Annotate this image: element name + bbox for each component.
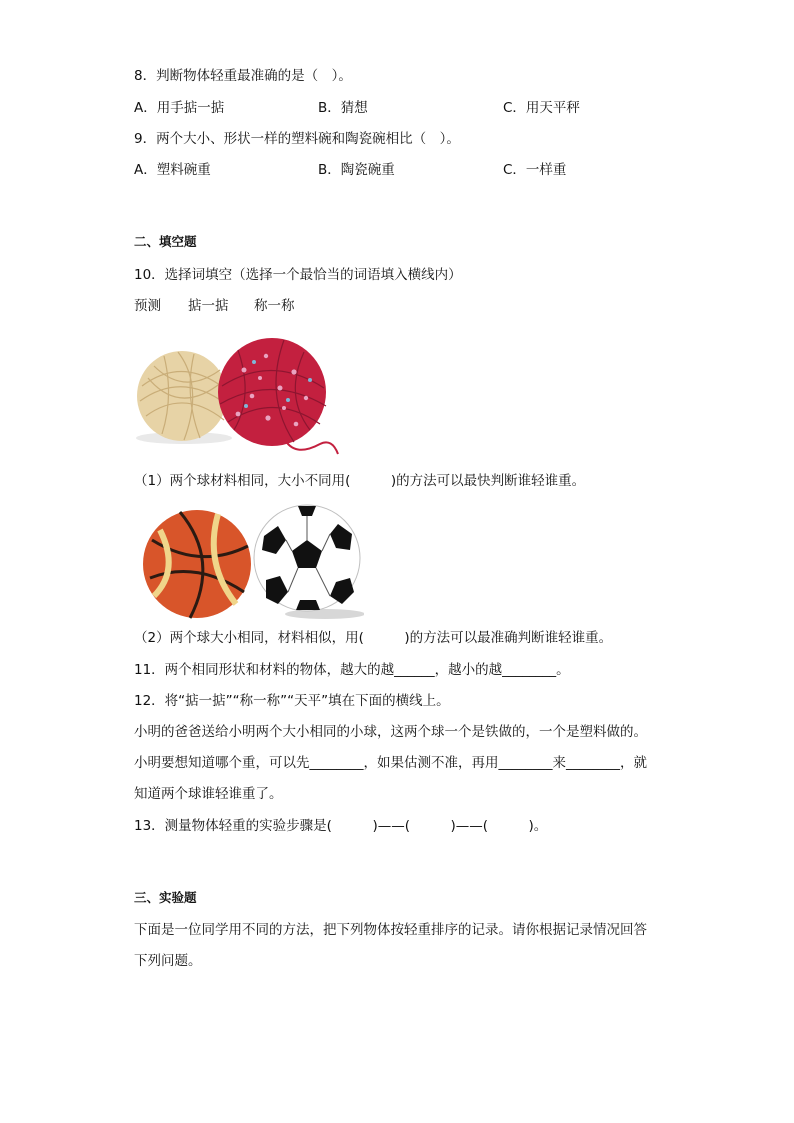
q9-option-a[interactable]: A．塑料碗重: [134, 162, 211, 178]
q10-word-3: 称一称: [254, 298, 295, 314]
q10-sub2: （2）两个球大小相同，材料相似，用( )的方法可以最准确判断谁轻谁重。: [134, 630, 613, 646]
q10-sub1: （1）两个球材料相同，大小不同用( )的方法可以最快判断谁轻谁重。: [134, 473, 586, 489]
balls-image: [140, 500, 364, 624]
q12-line-3: 知道两个球谁轻谁重了。: [134, 786, 283, 802]
q12-line-2: 小明要想知道哪个重，可以先________，如果估测不准，再用________来________，就: [134, 755, 647, 771]
intro-line-1: 下面是一位同学用不同的方法，把下列物体按轻重排序的记录。请你根据记录情况回答: [134, 922, 647, 938]
q8-option-c[interactable]: C．用天平秤: [503, 100, 580, 116]
yarn-balls-image: [134, 326, 340, 460]
q12-stem: 12．将“掂一掂”“称一称”“天平”填在下面的横线上。: [134, 693, 450, 709]
q11-text: 11．两个相同形状和材料的物体，越大的越______，越小的越________。: [134, 662, 570, 678]
q9-option-b[interactable]: B．陶瓷碗重: [318, 162, 395, 178]
q10-stem: 10．选择词填空（选择一个最恰当的词语填入横线内）: [134, 267, 462, 283]
q9-stem: 9．两个大小、形状一样的塑料碗和陶瓷碗相比（ ）。: [134, 131, 460, 147]
section-heading-experiment: 三、实验题: [134, 890, 197, 905]
q13-text: 13．测量物体轻重的实验步骤是( )——( )——( )。: [134, 818, 548, 834]
q8-option-a[interactable]: A．用手掂一掂: [134, 100, 225, 116]
q12-line-1: 小明的爸爸送给小明两个大小相同的小球，这两个球一个是铁做的，一个是塑料做的。: [134, 724, 647, 740]
intro-line-2: 下列问题。: [134, 953, 202, 969]
q10-word-1: 预测: [134, 298, 161, 314]
q8-option-b[interactable]: B．猜想: [318, 100, 368, 116]
q8-stem: 8．判断物体轻重最准确的是（ ）。: [134, 68, 352, 84]
q9-option-c[interactable]: C．一样重: [503, 162, 567, 178]
q10-word-2: 掂一掂: [188, 298, 229, 314]
section-heading-fill-blank: 二、填空题: [134, 234, 197, 249]
